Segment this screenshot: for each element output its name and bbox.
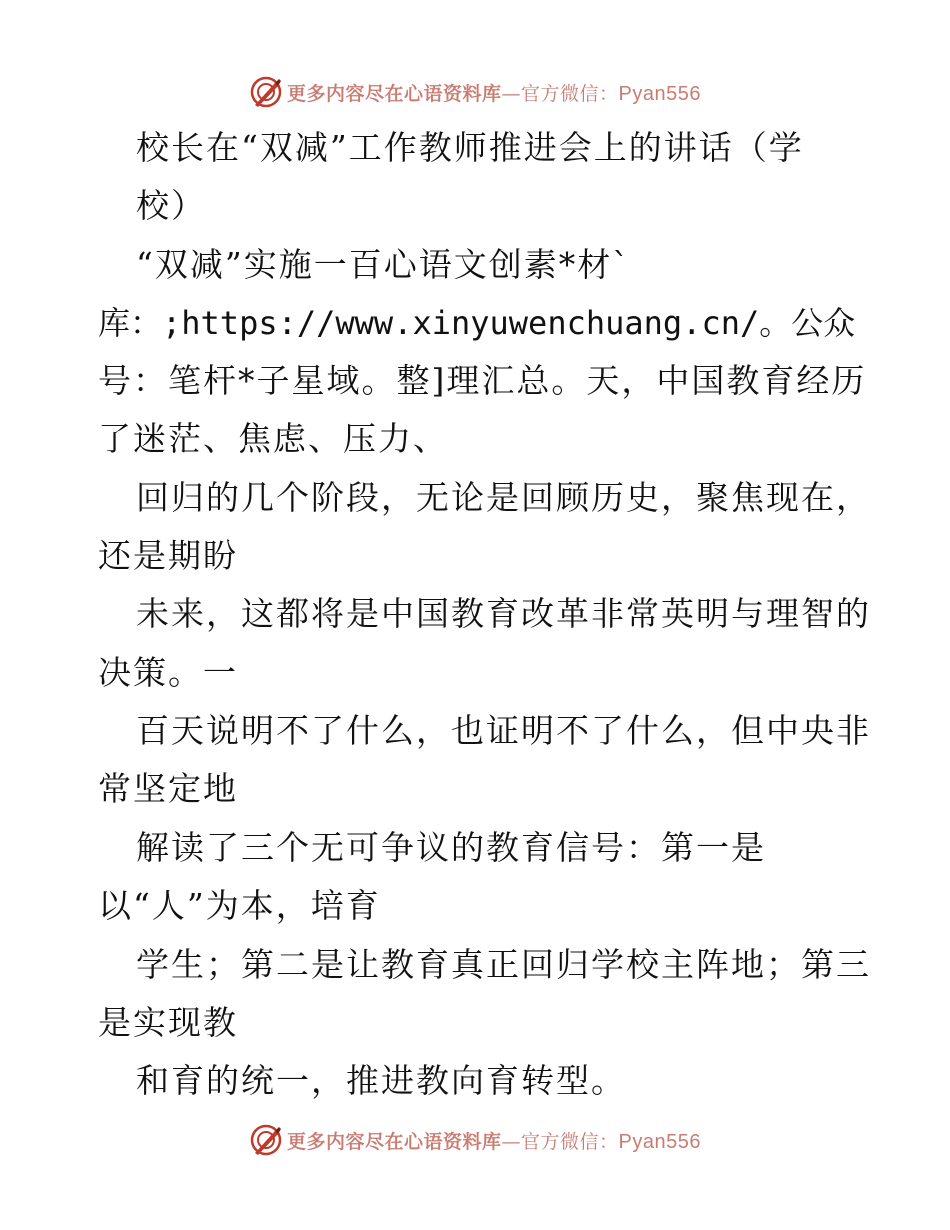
body-line: 是实现教: [98, 1003, 238, 1042]
watermark-site: 更多内容尽在心语资料库: [287, 82, 502, 105]
header-watermark: [0, 72, 950, 112]
body-line: 未来，这都将是中国教育改革非常英明与理智的: [136, 594, 871, 633]
body-line: 决策。一: [98, 653, 238, 692]
body-line: 常坚定地: [98, 769, 238, 808]
body-line: 号：笔杆*子星域。整]理汇总。天，中国教育经历: [98, 361, 867, 400]
body-line: “双减”实施一百心语文创素*材`: [136, 245, 631, 284]
watermark-label: 官方微信：: [521, 82, 619, 105]
body-line: 百天说明不了什么，也证明不了什么，但中央非: [136, 711, 871, 750]
watermark-separator: —: [501, 82, 522, 105]
watermark-wechat-id: Pyan556: [618, 82, 701, 105]
watermark-separator: —: [501, 1130, 522, 1153]
body-line: 回归的几个阶段，无论是回顾历史，聚焦现在，: [136, 478, 871, 517]
body-line: 库：;https://www.xinyuwenchuang.cn/。公众: [98, 304, 856, 342]
body-line: 学生；第二是让教育真正回归学校主阵地；第三: [136, 945, 871, 984]
watermark-text: [287, 79, 701, 106]
body-line: 了迷茫、焦虑、压力、: [98, 419, 448, 458]
body-line: 和育的统一，推进教向育转型。: [136, 1061, 626, 1100]
watermark-text: [287, 1127, 701, 1154]
watermark-site: 更多内容尽在心语资料库: [287, 1130, 502, 1153]
title-line-2: 校）: [136, 186, 206, 225]
watermark-label: 官方微信：: [521, 1130, 619, 1153]
pen-logo-icon: [249, 75, 283, 109]
body-line: 还是期盼: [98, 536, 238, 575]
pen-logo-icon: [249, 1123, 283, 1157]
footer-watermark: [0, 1120, 950, 1160]
body-line: 解读了三个无可争议的教育信号：第一是: [136, 828, 766, 867]
watermark-wechat-id: Pyan556: [618, 1130, 701, 1153]
title-line-1: 校长在“双减”工作教师推进会上的讲话（学: [136, 128, 804, 167]
body-line: 以“人”为本，培育: [98, 886, 381, 925]
